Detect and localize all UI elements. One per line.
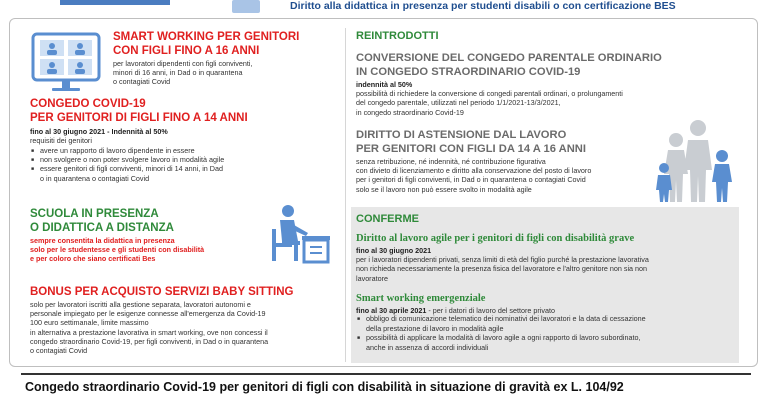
astensione-lavoro-desc: senza retribuzione, né indennità, né contribuzione figurativa con divieto di licenziamento e diritto alla conservazione del posto di lavoro per i genitori di figli conviventi, in Dad o in quarantena o contagiati Covid solo se il lavoro non può essere svolto in modalità agile [356,157,592,194]
bullet-continuation: anche in assenza di accordi individuali [366,343,489,352]
congedo-covid-title: CONGEDO COVID-19 PER GENITORI DI FIGLI FINO A 14 ANNI [30,98,248,124]
conversione-congedo-title: CONVERSIONE DEL CONGEDO PARENTALE ORDINARIO IN CONGEDO STRAORDINARIO COVID-19 [356,52,662,78]
smart-working-emergenziale-title: Smart working emergenziale [356,293,486,304]
top-subtitle: Diritto alla didattica in presenza per studenti disabili o con certificazione BES [290,0,676,12]
top-strip [0,0,770,16]
conversione-congedo-desc: indennità al 50% possibilità di richiedere la conversione di congedi parentali ordinari, o prolungamenti del congedo parentale, utilizzati nel periodo 1/1/2021-13/3/2021, in congedo straordinario Covid-19 [356,80,623,117]
list-item: ■ avere un rapporto di lavoro dipendente in essere [30,147,224,156]
bottom-headline: Congedo straordinario Covid-19 per genitori di figli con disabilità in situazione di gravità ex L. 104/92 [25,380,624,394]
smart-working-emergenziale-list-2 [356,334,641,343]
video-call-icon [30,32,102,94]
list-item: ■ obbligo di comunicazione telematico dei nominativi dei lavoratori e la data di cessazione [356,315,646,324]
smart-working-emergenziale-list [356,315,646,324]
smart-working-emergenziale-date: fino al 30 aprile 2021 - per i datori di lavoro del settore privato [356,306,555,315]
header-logo-fragment [60,0,170,5]
bullet-continuation: della prestazione di lavoro in modalità agile [366,324,504,333]
bottom-rule [21,373,751,375]
list-item: ■ possibilità di applicare la modalità di lavoro agile a ogni rapporto di lavoro subordinato, [356,334,641,343]
scuola-desc: sempre consentita la didattica in presenza solo per le studentesse e gli studenti con disabilità e per coloro che siano certificati Bes [30,236,205,264]
conferme-label: CONFERME [356,213,419,225]
list-item: ■ essere genitori di figli conviventi, minori di 14 anni, in Dad [30,165,224,174]
congedo-bullet-continuation: o in quarantena o contagiati Covid [40,174,150,183]
bonus-baby-sitting-desc: solo per lavoratori iscritti alla gestione separata, lavoratori autonomi e personale impiegato per le esigenze connesse all'emergenza da Covid-19 100 euro settimanale, limite massimo in alternativa a prestazione lavorativa in smart working, ove non concessi il congedo straordinario Covid-19, per figli conviventi, in Dad o in quarantena o contagiati Covid [30,300,269,356]
congedo-date: fino al 30 giugno 2021 - Indennità al 50% [30,127,168,136]
congedo-requirements-list [30,147,224,174]
list-item: ■ non svolgere o non poter svolgere lavoro in modalità agile [30,156,224,165]
column-divider [345,28,346,362]
bottom-banner [0,372,770,400]
student-desk-icon [264,203,332,267]
smart-working-desc: per lavoratori dipendenti con figli conviventi, minori di 16 anni, in Dad o in quarantena o contagiati Covid [113,59,253,87]
smart-working-title: SMART WORKING PER GENITORI CON FIGLI FINO A 16 ANNI [113,31,300,57]
congedo-covid-details: fino al 30 giugno 2021 - Indennità al 50% requisiti dei genitori [30,127,168,146]
scuola-title: SCUOLA IN PRESENZA O DIDATTICA A DISTANZA [30,208,174,234]
lavoro-agile-title: Diritto al lavoro agile per i genitori di figli con disabilità grave [356,233,635,244]
reintrodotti-label: REINTRODOTTI [356,30,439,42]
astensione-lavoro-title: DIRITTO DI ASTENSIONE DAL LAVORO PER GENITORI CON FIGLI DA 14 A 16 ANNI [356,129,586,155]
bonus-baby-sitting-title: BONUS PER ACQUISTO SERVIZI BABY SITTING [30,286,294,298]
header-icon-fragment [232,0,260,13]
lavoro-agile-desc: fino al 30 giugno 2021 per i lavoratori dipendenti privati, senza limiti di età del figlio purché la prestazione lavorativa non richieda necessariamente la presenza fisica del lavoratore e l'altro genitore non sia non lavoratore [356,246,649,283]
family-icon [650,118,746,204]
